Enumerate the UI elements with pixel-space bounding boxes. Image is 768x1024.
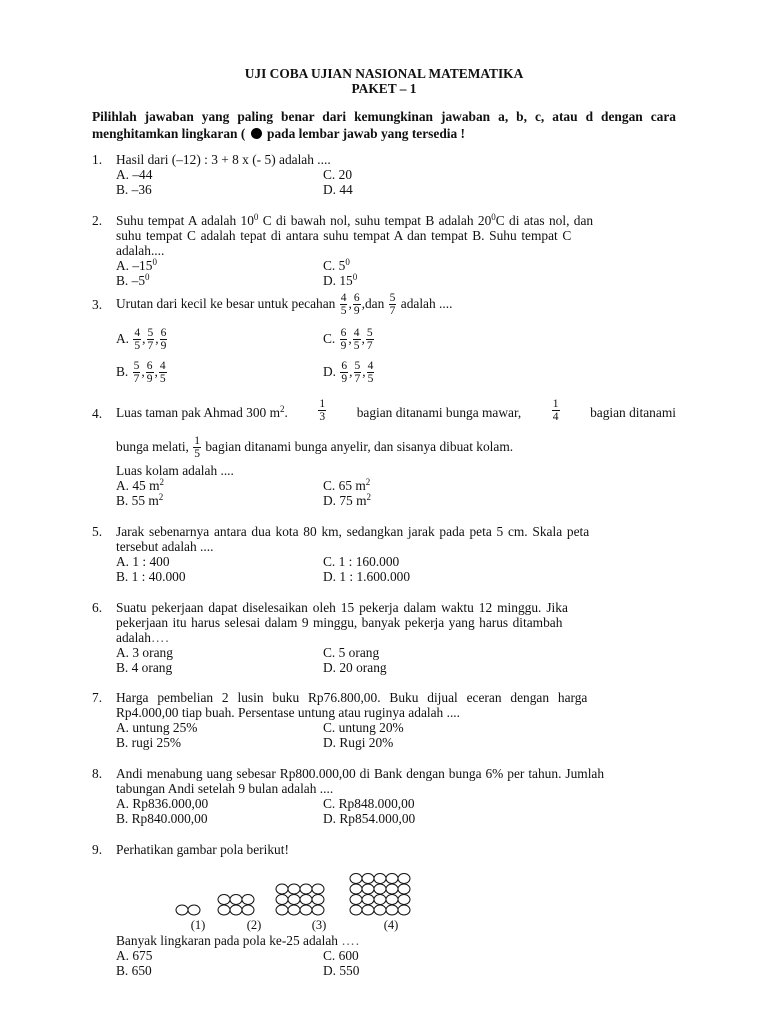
pattern-circle: [350, 905, 362, 915]
q4-text-1c: bagian ditanami bunga mawar,: [356, 405, 522, 420]
q7-text-line1: Harga pembelian 2 lusin buku Rp76.800,00. Buku dijual eceran dengan harga: [116, 690, 588, 705]
fraction-denominator: 9: [146, 373, 153, 386]
q4-option-c-text: C. 65 m: [323, 478, 366, 493]
instructions-text-1: Pilihlah jawaban yang paling benar dari kemungkinan jawaban a, b, c, atau d dengan cara menghitamkan lingkaran (: [92, 109, 676, 141]
q4-text-2b: bagian ditanami bunga anyelir, dan sisanya dibuat kolam.: [205, 439, 514, 454]
fraction-denominator: 9: [353, 305, 360, 318]
q3-text-tail: adalah ....: [400, 296, 453, 311]
q5-option-d: D. 1 : 1.600.000: [323, 569, 411, 584]
q6-option-d: D. 20 orang: [323, 660, 387, 675]
fraction-separator: ,: [142, 331, 146, 346]
q2-text-line2: suhu tempat C adalah tepat di antara suhu tempat A dan tempat B. Suhu tempat C: [116, 228, 572, 243]
q4-option-d-text: D. 75 m: [323, 493, 367, 508]
q9-number: 9.: [92, 842, 103, 857]
pattern-circle: [374, 895, 386, 905]
q4-text-2a: bunga melati,: [116, 439, 189, 454]
pattern-circle: [312, 895, 324, 905]
fraction-separator: ,: [141, 364, 145, 379]
pattern-circle: [242, 895, 254, 905]
pattern-circle: [300, 895, 312, 905]
pattern-circles: [176, 874, 410, 916]
pattern-circle: [398, 905, 410, 915]
instructions-text-2: pada lembar jawab yang tersedia !: [267, 126, 466, 141]
q9-option-c: C. 600: [323, 948, 359, 963]
q5-option-a: A. 1 : 400: [116, 554, 170, 569]
q9-option-a: A. 675: [116, 948, 153, 963]
pattern-circle: [398, 895, 410, 905]
fraction-numerator: 1: [319, 398, 326, 410]
fraction-separator: ,: [348, 331, 352, 346]
fraction-numerator: 1: [194, 435, 200, 448]
fraction-separator: ,: [155, 331, 159, 346]
q2-option-a-text: A. –15: [116, 258, 153, 273]
q4-option-a-square: 2: [159, 477, 165, 487]
pattern-circle: [288, 895, 300, 905]
q6-option-c: C. 5 orang: [323, 645, 380, 660]
q4-text-1b: .: [284, 405, 288, 420]
pattern-circle: [230, 905, 242, 915]
pattern-circle: [312, 884, 324, 894]
q7-option-a: A. untung 25%: [116, 720, 198, 735]
pattern-circle: [350, 895, 362, 905]
fraction-separator: ,: [349, 364, 353, 379]
q7-option-c: C. untung 20%: [323, 720, 404, 735]
pattern-circle: [288, 905, 300, 915]
fraction-denominator: 7: [366, 340, 373, 353]
q6-text-line1: Suatu pekerjaan dapat diselesaikan oleh 15 pekerja dalam waktu 12 minggu. Jika: [116, 600, 568, 615]
pattern-circle: [350, 884, 362, 894]
fraction-separator: ,: [361, 331, 365, 346]
pattern-circle: [188, 905, 200, 915]
q1-option-a: A. –44: [116, 167, 153, 182]
q2-option-b-text: B. –5: [116, 273, 146, 288]
q3-option-a-label: A.: [116, 331, 130, 346]
q1-number: 1.: [92, 152, 103, 167]
fraction-numerator: 1: [552, 398, 559, 410]
q4-option-d-square: 2: [366, 492, 372, 502]
pattern-circle: [218, 895, 230, 905]
q8-text-line1: Andi menabung uang sebesar Rp800.000,00 di Bank dengan bunga 6% per tahun. Jumlah: [116, 766, 605, 781]
pattern-circle: [176, 905, 188, 915]
fraction-numerator: 6: [341, 360, 348, 373]
q7-text-line2: Rp4.000,00 tiap buah. Persentase untung atau ruginya adalah ....: [116, 705, 460, 720]
fraction-denominator: 3: [319, 411, 326, 423]
fraction-denominator: 5: [353, 340, 360, 353]
q1-option-d: D. 44: [323, 182, 353, 197]
q2-text-1a: Suhu tempat A adalah 10: [116, 213, 254, 228]
q2-option-d-text: D. 15: [323, 273, 353, 288]
pattern-circle: [386, 895, 398, 905]
pattern-circle: [374, 884, 386, 894]
q2-degree-1: 0: [253, 212, 259, 222]
q9-option-d: D. 550: [323, 963, 360, 978]
pattern-label-2: (2): [246, 918, 262, 932]
q8-option-d: D. Rp854.000,00: [323, 811, 416, 826]
q3-text-main: Urutan dari kecil ke besar untuk pecahan: [116, 296, 336, 311]
q2-text-line3: adalah....: [116, 243, 165, 258]
q2-option-c-text: C. 5: [323, 258, 346, 273]
q2-text-1b: C di bawah nol, suhu tempat B adalah 20: [258, 213, 492, 228]
fraction-numerator: 4: [367, 360, 374, 373]
q9-option-b: B. 650: [116, 963, 152, 978]
q7-number: 7.: [92, 690, 103, 705]
fraction-numerator: 5: [389, 292, 396, 305]
pattern-circle: [312, 905, 324, 915]
pattern-circle: [386, 884, 398, 894]
q2-degree-2: 0: [491, 212, 496, 222]
q4-square: 2: [280, 404, 285, 414]
q6-text-3: adalah: [116, 630, 151, 645]
fraction-denominator: 7: [133, 373, 140, 386]
fraction-numerator: 5: [354, 360, 361, 373]
pattern-circle: [288, 884, 300, 894]
q1-option-c: C. 20: [323, 167, 353, 182]
fraction-numerator: 6: [340, 327, 347, 340]
q5-number: 5.: [92, 524, 103, 539]
fraction-denominator: 5: [134, 340, 141, 353]
fraction-numerator: 6: [146, 360, 153, 373]
fraction-separator: ,: [362, 364, 366, 379]
q3-option-d-label: D.: [323, 364, 337, 379]
fraction-numerator: 5: [147, 327, 154, 340]
q4-option-a-text: A. 45 m: [116, 478, 160, 493]
fraction-denominator: 9: [340, 340, 347, 353]
q6-text-line2: pekerjaan itu harus selesai dalam 9 minggu, banyak pekerja yang harus ditambah: [116, 615, 563, 630]
q8-option-c: C. Rp848.000,00: [323, 796, 415, 811]
q5-text-line1: Jarak sebenarnya antara dua kota 80 km, sedangkan jarak pada peta 5 cm. Skala peta: [116, 524, 590, 539]
q2-option-c-degree: 0: [345, 257, 350, 267]
q4-text-1d: bagian ditanami: [590, 405, 676, 420]
fraction-denominator: 5: [367, 373, 374, 386]
q2-text-1c: C di atas nol, dan: [495, 213, 594, 228]
q8-option-b: B. Rp840.000,00: [116, 811, 208, 826]
pattern-circle: [398, 884, 410, 894]
q3-text: Urutan dari kecil ke besar untuk pecahan $\frac{4}{5}$ , $\frac{6}{9}$ ,dan $\frac{5}{7}$ adalah ....: [116, 292, 453, 318]
q6-dots: ….: [150, 630, 170, 645]
pattern-circle: [374, 874, 386, 884]
pattern-circle: [300, 905, 312, 915]
q8-option-a: A. Rp836.000,00: [116, 796, 209, 811]
q6-number: 6.: [92, 600, 103, 615]
q5-text-line2: tersebut adalah ....: [116, 539, 214, 554]
fraction-separator: ,: [154, 364, 158, 379]
q4-text-1a: Luas taman pak Ahmad 300 m: [116, 405, 281, 420]
pattern-circle: [386, 874, 398, 884]
q8-text-line2: tabungan Andi setelah 9 bulan adalah ....: [116, 781, 334, 796]
q9-dots: ….: [341, 933, 361, 948]
fraction-denominator: 9: [341, 373, 348, 386]
fraction-denominator: 7: [354, 373, 361, 386]
q4-option-b-text: B. 55 m: [116, 493, 159, 508]
q4-option-c-square: 2: [365, 477, 371, 487]
pattern-circle: [386, 905, 398, 915]
fraction-numerator: 4: [134, 327, 141, 340]
q5-option-c: C. 1 : 160.000: [323, 554, 400, 569]
fraction-denominator: 4: [552, 411, 559, 423]
q8-number: 8.: [92, 766, 103, 781]
q2-option-b-degree: 0: [145, 272, 150, 282]
q4-text-line3: Luas kolam adalah ....: [116, 463, 234, 478]
pattern-circle: [276, 884, 288, 894]
exam-title: UJI COBA UJIAN NASIONAL MATEMATIKA: [244, 66, 524, 81]
q6-option-b: B. 4 orang: [116, 660, 173, 675]
fraction-denominator: 5: [194, 448, 200, 461]
pattern-circle: [362, 905, 374, 915]
q4-number: 4.: [92, 406, 103, 421]
fraction-numerator: 6: [353, 292, 360, 305]
q6-option-a: A. 3 orang: [116, 645, 173, 660]
q3-number: 3.: [92, 297, 103, 312]
fraction-numerator: 5: [133, 360, 140, 373]
q7-option-b: B. rugi 25%: [116, 735, 182, 750]
q2-option-a-degree: 0: [152, 257, 157, 267]
pattern-label-4: (4): [383, 918, 399, 932]
q2-number: 2.: [92, 213, 103, 228]
fraction-numerator: 5: [366, 327, 373, 340]
q9-text-line1: Perhatikan gambar pola berikut!: [116, 842, 289, 857]
fraction-numerator: 6: [160, 327, 167, 340]
fraction-denominator: 7: [147, 340, 154, 353]
q1-option-b: B. –36: [116, 182, 152, 197]
fraction-numerator: 4: [340, 292, 347, 305]
fraction-numerator: 4: [159, 360, 166, 373]
pattern-label-1: (1): [190, 918, 206, 932]
q3-option-b-label: B.: [116, 364, 129, 379]
q4-option-b-square: 2: [158, 492, 164, 502]
pattern-circle: [362, 884, 374, 894]
q3-text-dan: ,dan: [361, 296, 385, 311]
pattern-circle: [218, 905, 230, 915]
pattern-label-3: (3): [311, 918, 327, 932]
q3-option-c-label: C.: [323, 331, 336, 346]
q7-option-d: D. Rugi 20%: [323, 735, 394, 750]
q9-text-2: Banyak lingkaran pada pola ke-25 adalah: [116, 933, 338, 948]
q1-text: Hasil dari (–12) : 3 + 8 x (- 5) adalah ....: [116, 152, 331, 167]
pattern-circle: [276, 905, 288, 915]
pattern-circle: [300, 884, 312, 894]
fraction-denominator: 7: [389, 305, 396, 318]
fraction-numerator: 4: [353, 327, 360, 340]
pattern-circle: [398, 874, 410, 884]
exam-subtitle: PAKET – 1: [351, 81, 417, 96]
pattern-circle: [242, 905, 254, 915]
q2-option-d-degree: 0: [352, 272, 358, 282]
q9-text-line2: [116, 933, 676, 948]
pattern-circle: [276, 895, 288, 905]
pattern-circle: [374, 905, 386, 915]
pattern-circle: [350, 874, 362, 884]
fraction-denominator: 9: [160, 340, 167, 353]
q5-option-b: B. 1 : 40.000: [116, 569, 186, 584]
pattern-circle: [362, 895, 374, 905]
pattern-circle: [362, 874, 374, 884]
fraction-denominator: 5: [159, 373, 166, 386]
fraction-denominator: 5: [340, 305, 347, 318]
pattern-circle: [230, 895, 242, 905]
